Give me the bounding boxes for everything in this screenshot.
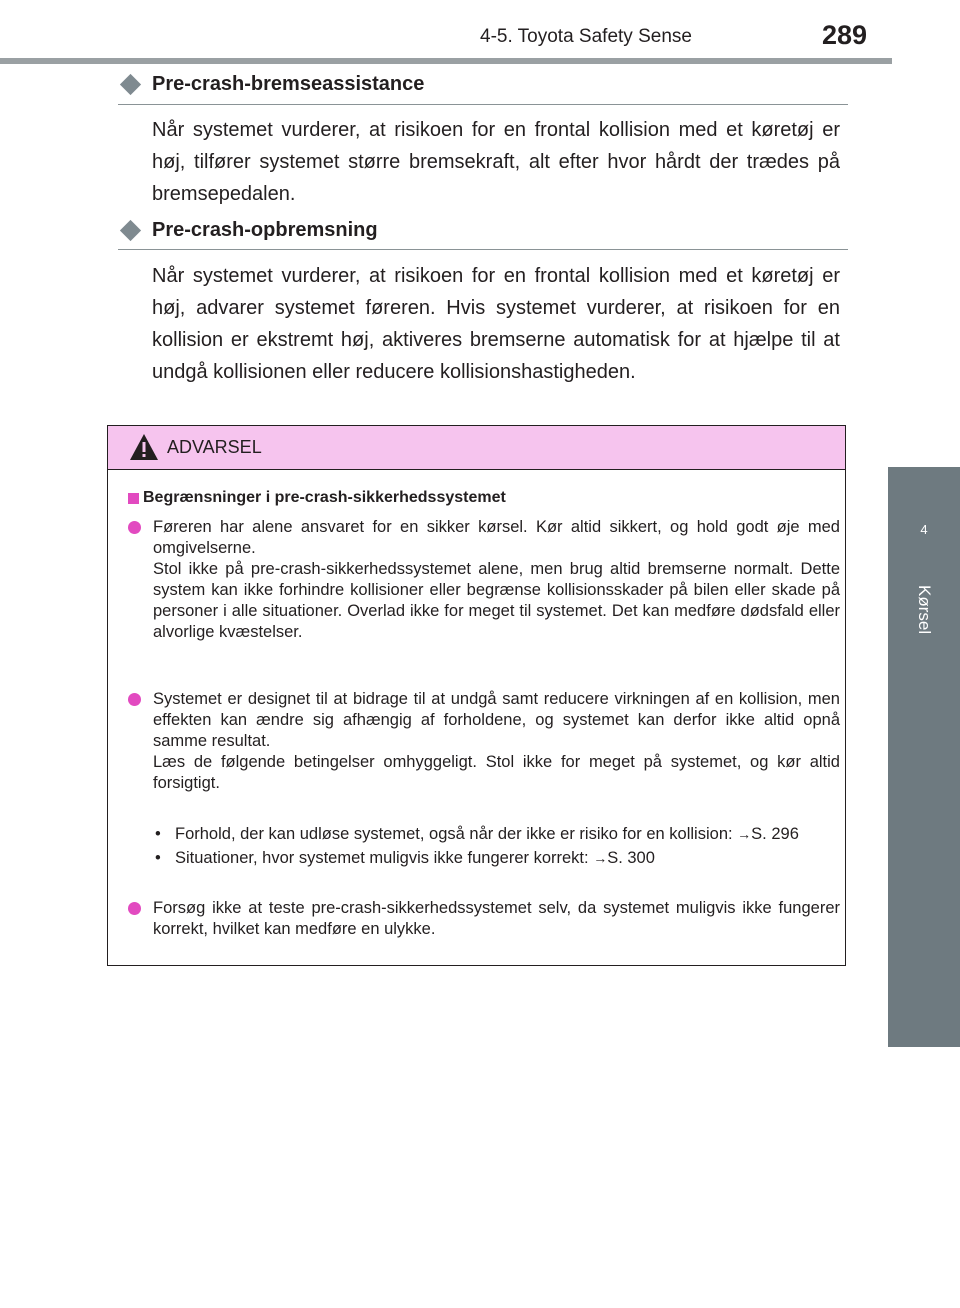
warning-subtitle: Begrænsninger i pre-crash-sikkerhedssystemet (128, 489, 506, 507)
header-rule (0, 58, 892, 64)
round-bullet-icon (128, 693, 141, 706)
arrow-right-icon: → (593, 850, 608, 866)
section-title-brake-assist: Pre-crash-bremseassistance (120, 73, 424, 96)
warning-item: Systemet er designet til at bidrage til at undgå samt reducere virkningen af en kollision, men effekten kan ændre sig afhængig af forholdene, og systemet kan derfor ikke altid opnå samme resultat. Læs de følgende betingelser omhyggeligt. Stol ikke for meget på systemet, og kør altid forsigtigt. (128, 689, 840, 794)
section-text-brake-assist: Når systemet vurderer, at risikoen for en frontal kollision med et køretøj er høj, tilfører systemet større bremsekraft, alt efter hvor hårdt der trædes på bremsepedalen. (152, 119, 840, 205)
chapter-number: 4 (920, 522, 928, 537)
section-rule (118, 104, 848, 105)
page-reference-link[interactable]: S. 300 (607, 849, 655, 867)
round-bullet-icon (128, 902, 141, 915)
list-item: • Situationer, hvor systemet muligvis ikke fungerer korrekt: →S. 300 (155, 849, 655, 867)
chapter-side-tab (888, 467, 960, 1047)
condition-list (155, 824, 845, 869)
warning-item: Føreren har alene ansvaret for en sikker kørsel. Kør altid sikkert, og hold godt øje med omgivelserne. Stol ikke på pre-crash-sikkerhedssystemet alene, men brug altid bremserne normalt. Dette system kan ikke forhindre kollisioner eller begrænse kollisionsskader på bilen eller skade på personer i alle situationer. Overlad ikke for meget til systemet. Det kan medføre dødsfald eller alvorlige kvæstelser. (128, 517, 840, 643)
list-item: • Forhold, der kan udløse systemet, også når der ikke er risiko for en kollision: →S. 296 (155, 825, 799, 843)
page-number: 289 (822, 20, 868, 50)
warning-triangle-icon (129, 433, 159, 461)
warning-item: Forsøg ikke at teste pre-crash-sikkerhedssystemet selv, da systemet muligvis ikke fungerer korrekt, hvilket kan medføre en ulykke. (128, 898, 840, 940)
section-title-pre-crash-braking: Pre-crash-opbremsning (120, 219, 378, 242)
page-reference-link[interactable]: S. 296 (751, 825, 799, 843)
square-bullet-icon (128, 493, 139, 504)
round-bullet-icon (128, 521, 141, 534)
section-rule (118, 249, 848, 250)
header-section-title: 4-5. Toyota Safety Sense (480, 26, 692, 47)
arrow-right-icon: → (737, 826, 752, 842)
chapter-label: Kørsel (915, 585, 934, 635)
diamond-bullet-icon (120, 74, 141, 95)
section-text-pre-crash-braking: Når systemet vurderer, at risikoen for en frontal kollision med et køretøj er høj, advarer systemet føreren. Hvis systemet vurderer, at risikoen for en kollision er ekstremt høj, aktiveres bremserne automatisk for at hjælpe til at undgå kollisionen eller reducere kollisionshastigheden. (152, 265, 840, 383)
warning-box (107, 425, 846, 966)
warning-header (108, 426, 845, 470)
warning-title: ADVARSEL (167, 437, 262, 457)
diamond-bullet-icon (120, 220, 141, 241)
